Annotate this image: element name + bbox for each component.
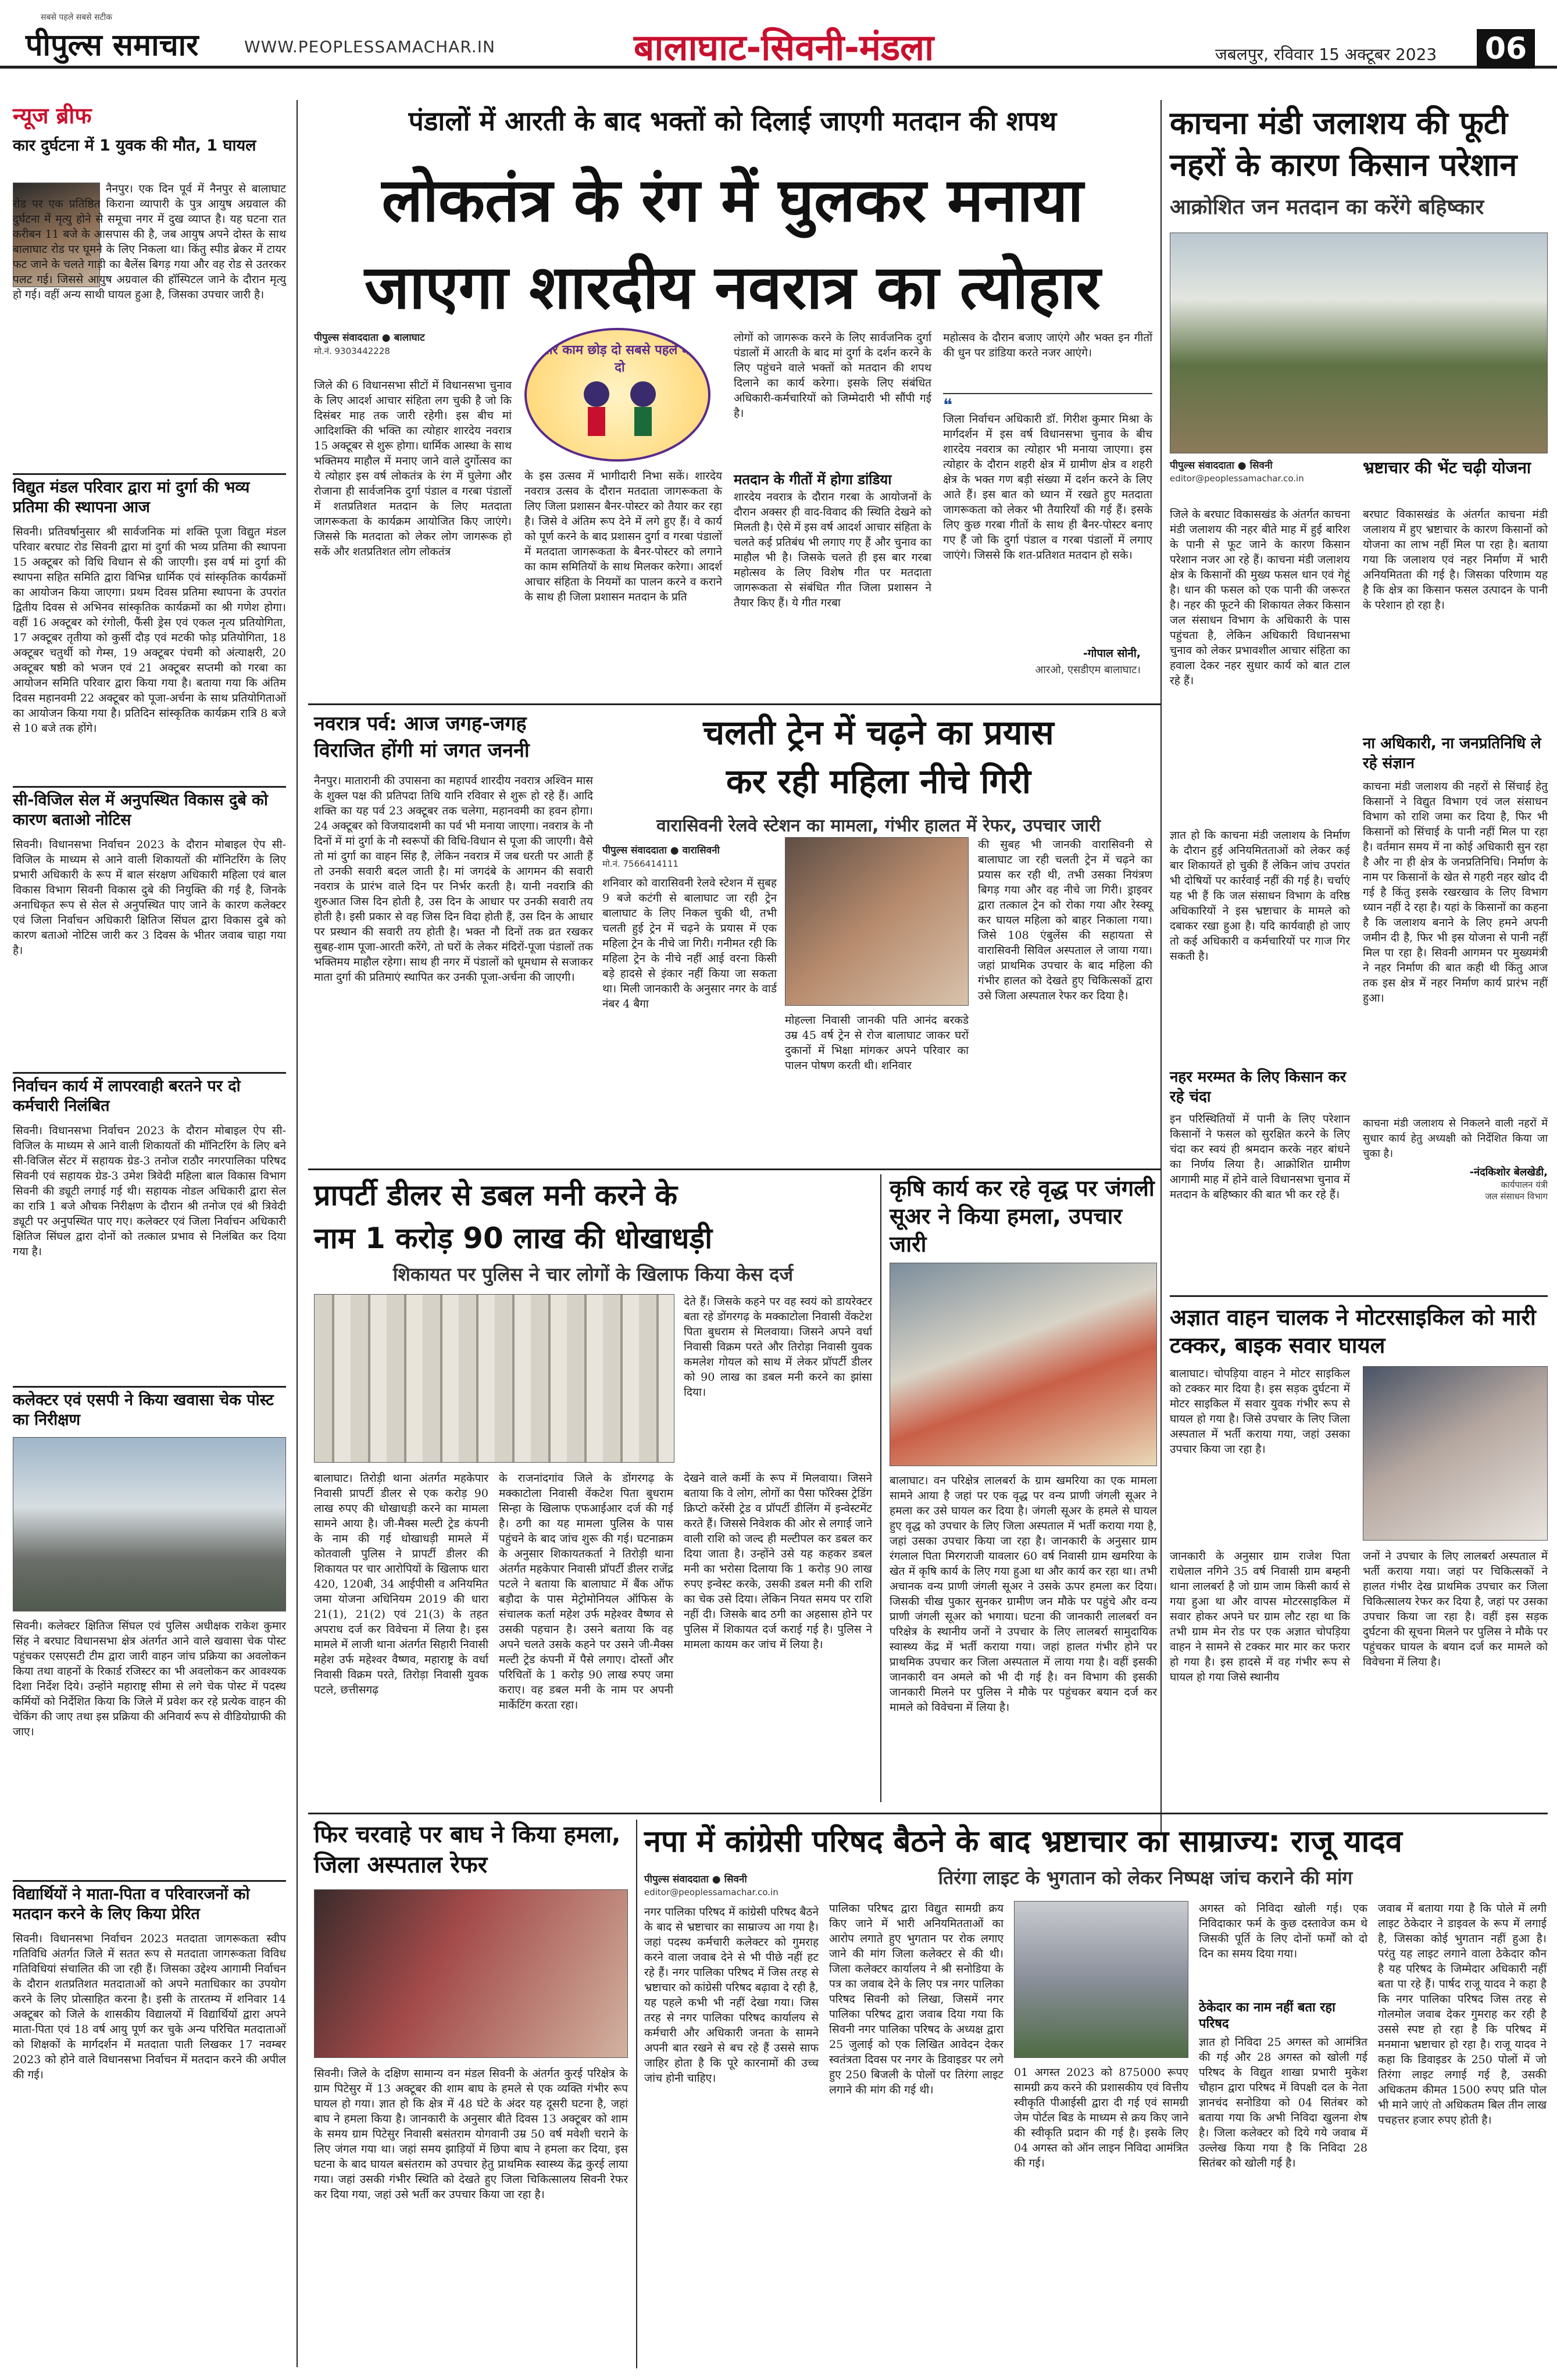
train-photo <box>785 837 969 1006</box>
kachna-quote-title1: कार्यपालन यंत्री <box>1501 1180 1548 1190</box>
brief-headline-1: कार दुर्घटना में 1 युवक की मौत, 1 घायल <box>13 137 256 155</box>
news-brief-column <box>13 100 286 2367</box>
congress-sub: ठेकेदार का नाम नहीं बता रहा परिषद <box>1199 2000 1335 2031</box>
train-byline: पीपुल्स संवाददाता ● वारासिवनी <box>602 845 720 856</box>
property-col-c: देखने वाले कर्मी के रूप में मिलवाया। जिसने बताया कि वे लोग, लोगों का पैसा फॉरेक्स ट्रेडिंग क्रिप्टो करेंसी ट्रेड व प्रॉपर्टी डीलिंग में इन्वेस्टमेंट करते हैं। जिससे निवेशक की ओर से लगाई जाने वाली राशि को जल्द ही मल्टीपल कर डबल कर दिया जाता है। उन्होंने उसे यह कहकर डबल मनी का भरोसा दिलाया कि 1 करोड़ 90 लाख रुपए इन्वेस्ट करके, उसकी डबल मनी की राशि का चेक उसे दिया। लेकिन नियत समय पर राशि नहीं दी। जिसके बाद ठगी का अहसास होने पर पुलिस में शिकायत दर्ज कराई गई है। पुलिस ने मामला कायम कर जांच में लिया है। <box>684 1472 873 1651</box>
brief-headline-4: निर्वाचन कार्य में लापरवाही बरतने पर दो कर्मचारी निलंबित <box>13 1077 241 1115</box>
lead-col1: जिले की 6 विधानसभा सीटों में विधानसभा चुनाव के लिए आदर्श आचार संहिता लग चुकी है जो कि दिसंबर माह तक जारी रहेगी। इस बीच मां आदिशक्ति की भक्ति का त्योहार शारदेय नवरात्र 15 अक्टूबर से शुरू होगा। धार्मिक आस्था के साथ भक्तिमय माहौल में मनाए जाने वाले दुर्गोत्सव का ये त्योहार इस वर्ष लोकतंत्र के रंग में घुलेगा और रोजाना ही सार्वजनिक दुर्गा पंडाल व गरबा पंडालों में शतप्रतिशत मतदान के लिए मतदाता जागरूकता के कार्यक्रम आयोजित किए जाएंगे। जिससे कि मतदाता को लेकर लोग जागरूक हो सकें और शतप्रतिशत लोग लोकतंत्र <box>314 379 512 558</box>
kachna-photo <box>1170 233 1548 453</box>
lead-kicker: पंडालों में आरती के बाद भक्तों को दिलाई जाएगी मतदान की शपथ <box>408 105 1057 137</box>
section-divider <box>308 1813 1548 1814</box>
property-col-a: बालाघाट। तिरोड़ी थाना अंतर्गत महकेपार निवासी प्रापर्टी डीलर से एक करोड़ 90 लाख रुपए की धोखाधड़ी करने का मामला सामने आया है। जी-मैक्स मल्टी ट्रेड कंपनी के नाम की गई धोखाधड़ी मामले में कोतवाली पुलिस ने प्रापर्टी डीलर की शिकायत पर चार आरोपियों के खिलाफ धारा 420, 120बी, 34 आईपीसी व अनियमित जमा योजना अधिनियम 2019 की धारा 21(1), 21(2) एवं 21(3) के तहत अपराध दर्ज कर विवेचना में लिया है। इस मामले में लाजी थाना अंतर्गत सिहारी निवासी महेश उर्फ महेश्वर वैष्णव, महाराष्ट्र के वर्धा निवासी विक्रम परते, तिरोड़ा निवासी युवक पटले, छत्तीसगढ़ <box>314 1472 488 1696</box>
accident-body3: जनों ने उपचार के लिए लालबर्रा अस्पताल में भर्ती कराया गया। जहां पर चिकित्सकों ने हालत गंभीर देख प्राथमिक उपचार कर जिला चिकित्सालय रेफर कर दिया है, जहां पर उसका उपचार किया जा रहा है। वहीं इस सड़क दुर्घटना की सूचना मिलने पर पुलिस ने मौके पर पहुंचकर घायल के बयान दर्ज कर मामले को विवेचना में लिया है। <box>1363 1550 1548 1668</box>
congress-col4: जवाब में बताया गया है कि पोले में लगी लाइट ठेकेदार ने डाइवल के रूप में लगाई है, जिसका कोई भुगतान नहीं हुआ है। परंतु यह लाइट लगाने वाला ठेकेदार कौन है यह परिषद के जिम्मेदार अधिकारी नहीं बता पा रहे हैं। पार्षद राजू यादव ने कहा है कि नगर पालिका परिषद जिस तरह से गोलमोल जवाब देकर गुमराह कर रही है उससे स्पष्ट हो रहा है कि परिषद में मनमाना भ्रष्टाचार हो रहा है। राजू यादव ने कहा कि डिवाइडर के 250 पोलों में जो तिरंगा लाइट लगाई गई है, उसकी अधिकतम कीमत 1500 रुपए प्रति पोल भी माने जाएं तो अधिकतम बिल तीन लाख पचहत्तर हजार रुपए होती है। <box>1378 1902 1547 2127</box>
column-divider <box>297 100 298 2367</box>
brief-body-3: सिवनी। विधानसभा निर्वाचन 2023 के दौरान मोबाइल ऐप सी-विजिल के माध्यम से आने वाली शिकायतों की मॉनिटरिंग के लिए प्रभारी अधिकारी के रूप में बाल संरक्षण अधिकारी महिला एवं बाल विकास विभाग सिवनी विकास दुबे की नियुक्ति की गई है, जिनके अनाधिकृत रूप से सेल से अनुपस्थित पाए जाने के कारण कलेक्टर एवं जिला निर्वाचन अधिकारी क्षितिज सिंघल द्वारा विकास दुबे को कारण बताओ नोटिस जारी कर 3 दिवस के भीतर जवाब चाहा गया है। <box>13 838 286 957</box>
column-divider <box>1160 100 1162 1832</box>
edition-title: बालाघाट-सिवनी-मंडला <box>634 26 934 69</box>
column-divider <box>636 1820 637 2368</box>
kachna-photo-side-head: भ्रष्टाचार की भेंट चढ़ी योजना <box>1363 458 1531 477</box>
vote-logo <box>524 328 710 462</box>
masthead-website[interactable]: WWW.PEOPLESSAMACHAR.IN <box>244 37 495 56</box>
brief-body-5: सिवनी। कलेक्टर क्षितिज सिंघल एवं पुलिस अधीक्षक राकेश कुमार सिंह ने बरघाट विधानसभा क्षेत्र अंतर्गत आने वाले खवासा चेक पोस्ट पहुंचकर एसएसटी टीम द्वारा जारी वाहन जांच प्रक्रिया का अवलोकन किया तथा वाहनों के रिकार्ड रजिस्टर का भी अवलोकन कर आवश्यक दिशा निर्देश दिये। उन्होंने महाराष्ट्र सीमा से लगे चेक पोस्ट में पदस्थ कर्मियों को निर्देशित किया कि जिले में प्रवेश कर रहे प्रत्येक वाहन की चेकिंग की जाए तथा इस प्रक्रिया की अनिवार्य रूप से वीडियोग्राफी की जाए। <box>13 1620 286 1738</box>
congress-email[interactable]: editor@peoplessamachar.co.in <box>644 1887 779 1897</box>
kachna-body2: ज्ञात हो कि काचना मंडी जलाशय के निर्माण के दौरान हुई अनियमितताओं को लेकर कई बार शिकायतें हो चुकी हैं लेकिन जांच उपरांत भी दोषियों पर कार्रवाई नहीं की गई है। चर्चाएं यह भी हैं कि जल संसाधन विभाग के वरिष्ठ अधिकारियों ने इस भ्रष्टाचार के मामले को दबाकर रखा हुआ है। यदि कार्यवाही हो जाए तो कई अधिकारी व कर्मचारियों पर गाज गिर सकती है। <box>1170 829 1350 963</box>
dateline: जबलपुर, रविवार 15 अक्टूबर 2023 <box>1215 45 1437 64</box>
kachna-body5: इन परिस्थितियों में पानी के लिए परेशान किसानों ने फसल को सुरक्षित करने के लिए चंदा कर स्वयं ही श्रमदान करके नहर बांधने का निर्णय लिया है। आक्रोशित ग्रामीण आगामी माह में होने वाले विधानसभा चुनाव में मतदान के बहिष्कार की बात भी कर रहे हैं। <box>1170 1113 1350 1201</box>
page-number: 06 <box>1477 29 1535 69</box>
accident-body2: जानकारी के अनुसार ग्राम राजेश पिता राधेलाल नगिने 35 वर्ष निवासी ग्राम बम्हनी थाना लालबर्रा है जो ग्राम जाम किसी कार्य से गया हुआ था और वापस मोटरसाइकिल में सवार होकर अपने घर ग्राम लौट रहा था कि तभी ग्राम मेन रोड पर एक अज्ञात चोपड़िया वाहन ने सामने से टक्कर मार मार कर फरार हो गया है। इस हादसे में वह गंभीर रूप से घायल हो गया जिसे स्थानीय <box>1170 1550 1350 1684</box>
kachna-headline: काचना मंडी जलाशय की फूटी नहरों के कारण किसान परेशान <box>1170 105 1517 183</box>
masthead <box>0 0 1557 69</box>
congress-col2: पालिका परिषद द्वारा विद्युत सामग्री क्रय किए जाने में भारी अनियमितताओं का आरोप लगाते हुए भुगतान पर रोक लगाए जाने की मांग जिला कलेक्टर से की थी। जिला कलेक्टर कार्यालय ने श्री सनोडिया के पत्र का जवाब देने के लिए पत्र नगर पालिका परिषद सिवनी को लिखा, जिसमें नगर पालिका परिषद द्वारा जवाब दिया गया कि सिवनी नगर पालिका परिषद के अध्यक्ष द्वारा 25 जुलाई को एक लिखित आवेदन देकर स्वतंत्रता दिवस पर नगर के डिवाइडर पर लगे हुए 250 बिजली के पोलों पर तिरंगा लाइट लगाने की मांग की गई थी। <box>829 1902 1004 2096</box>
train-subhead: वारासिवनी रेलवे स्टेशन का मामला, गंभीर हालत में रेफर, उपचार जारी <box>656 816 1101 836</box>
congress-subhead: तिरंगा लाइट के भुगतान को लेकर निष्पक्ष जांच कराने की मांग <box>938 1867 1353 1889</box>
tiger-photo <box>314 1889 628 2058</box>
brief-body-4: सिवनी। विधानसभा निर्वाचन 2023 के दौरान मोबाइल ऐप सी-विजिल के माध्यम से आने वाली शिकायतों की मॉनिटरिंग के लिए बने सी-विजिल सेंटर में सहायक ग्रेड-3 तनोज राठौर नगरपालिका परिषद सिवनी एवं सहायक ग्रेड-3 उमेश त्रिवेदी महिला बाल विकास विभाग सिवनी की ड्यूटी लगाई गई थी। सहायक नोडल अधिकारी द्वारा सेल का रात्रि 1 बजे औचक निरीक्षण के दौरान श्री तनोज एवं श्री त्रिवेदी ड्यूटी पर अनुपस्थित पाए गए। कलेक्टर एवं जिला निर्वाचन अधिकारी क्षितिज सिंघल द्वारा दोनों को तत्काल प्रभाव से निलंबित कर दिया गया है। <box>13 1124 286 1258</box>
divider <box>13 473 286 475</box>
lead-headline-line1: लोकतंत्र के रंग में घुलकर मनाया <box>381 165 1084 235</box>
lead-mobile: मो.नं. 9303442228 <box>314 346 390 356</box>
brief-body-2: सिवनी। प्रतिवर्षानुसार श्री सार्वजनिक मां शक्ति पूजा विद्युत मंडल परिवार बरघाट रोड सिवनी द्वारा मां दुर्गा की भव्य प्रतिमा की स्थापना 15 अक्टूबर को विधि विधान से की जाएगी। इस वर्ष मां दुर्गा की स्थापना सहित समिति द्वारा विभिन्न धार्मिक एवं सांस्कृतिक कार्यक्रमों का आयोजन किया जाएगा। प्रथम दिवस प्रतिमा स्थापना के उपरांत द्वितीय दिवस से अभिनव सांस्कृतिक कार्यक्रमों का श्री गणेश होगा। वहीं 16 अक्टूबर को रंगोली, फैंसी ड्रेस एवं एकल नृत्य प्रतियोगिता, 17 अक्टूबर तृतीया को कुर्सी दौड़ एवं मटकी फोड़ प्रतियोगिता, 18 अक्टूबर चतुर्थी को गेम्स, 19 अक्टूबर पंचमी को अंत्याक्षरी, 20 अक्टूबर षष्ठी को भजन एवं 21 अक्टूबर सप्तमी को गरबा का आयोजन समिति परिवार द्वारा किया गया है। बताया गया कि अंतिम दिवस महानवमी 22 अक्टूबर को पूजा-अर्चना के साथ प्रतियोगिताओं का आयोजन किया गया है। प्रतिदिन सांस्कृतिक कार्यक्रम रात्रि 8 बजे से 10 बजे तक होंगे। <box>13 526 286 735</box>
lead-subhead: मतदान के गीतों में होगा डांडिया <box>734 471 892 488</box>
boar-headline: कृषि कार्य कर रहे वृद्ध पर जंगली सूअर ने किया हमला, उपचार जारी <box>890 1175 1155 1257</box>
property-headline-line1: प्रापर्टी डीलर से डबल मनी करने के <box>314 1178 678 1212</box>
navratri-headline: नवरात्र पर्व: आज जगह-जगह विराजित होंगी मां जगत जननी <box>314 712 530 762</box>
divider <box>13 786 286 788</box>
section-divider <box>1170 1295 1548 1297</box>
property-subhead: शिकायत पर पुलिस ने चार लोगों के खिलाफ किया केस दर्ज <box>392 1263 794 1285</box>
quote-mark-icon: ❝ <box>943 395 953 416</box>
lead-quote-box <box>943 393 1152 637</box>
congress-caption: 01 अगस्त 2023 को 875000 रूपए सामग्री क्रय करने की प्रशासकीय एवं वित्तीय स्वीकृति पीआईसी द्वारा दी गई एवं सामग्री जेम पोर्टल बिड के माध्यम से क्रय किए जाने की स्वीकृति प्रदान की गई है। इसके लिए 04 अगस्त को ऑन लाइन निविदा आमंत्रित की गई। <box>1014 2066 1188 2170</box>
kachna-quote-box <box>1363 1116 1548 1202</box>
congress-byline: पीपुल्स संवाददाता ● सिवनी <box>644 1874 747 1885</box>
congress-headline: नपा में कांग्रेसी परिषद बैठने के बाद भ्रष्टाचार का साम्राज्य: राजू यादव <box>644 1824 1402 1859</box>
property-photo <box>314 1294 674 1463</box>
masthead-logo: पीपुल्स समाचार <box>26 27 199 63</box>
accident-headline: अज्ञात वाहन चालक ने मोटरसाइकिल को मारी टक्कर, बाइक सवार घायल <box>1170 1305 1536 1358</box>
accident-body1: बालाघाट। चोपड़िया वाहन ने मोटर साइकिल को टक्कर मार दिया है। इस सड़क दुर्घटना में मोटर साइकिल में सवार युवक गंभीर रूप से घायल हो गया है। जिसे उपचार के लिए जिला अस्पताल में भर्ती कराया गया, जहां उसका उपचार किया जा रहा है। <box>1170 1367 1350 1456</box>
boar-photo <box>890 1263 1157 1466</box>
brief-headline-3: सी-विजिल सेल में अनुपस्थित विकास दुबे को कारण बताओ नोटिस <box>13 791 268 829</box>
brief-headline-2: विद्युत मंडल परिवार द्वारा मां दुर्गा की भव्य प्रतिमा की स्थापना आज <box>13 478 250 516</box>
brief-photo-checkpost <box>13 1437 286 1611</box>
brief-headline-6: विद्यार्थियों ने माता-पिता व परिवारजनों को मतदान करने के लिए किया प्रेरित <box>13 1885 250 1923</box>
brief-body-6: सिवनी। विधानसभा निर्वाचन 2023 मतदाता जागरूकता स्वीप गतिविधि अंतर्गत जिले में सतत रूप से मतदाता जागरूकता विविध गतिविधियां संचालित की जा रही हैं। जिसका उद्देश्य आगामी निर्वाचन के दौरान शतप्रतिशत मतदाताओं को अपने मताधिकार का उपयोग करने के लिए प्रोत्साहित करना है। इसी के तारतम्य में शनिवार 14 अक्टूबर को जिले के शासकीय विद्यालयों में विद्यार्थियों द्वारा अपने माता-पिता एवं 18 वर्ष आयु पूर्ण कर चुके अन्य परिचित मतदाताओं को शिक्षकों के मार्गदर्शन में मतदाता पाती लिखकर 17 नवम्बर 2023 को होने वाले विधानसभा निर्वाचन में मतदान करने की अपील की गई। <box>13 1932 286 2081</box>
train-mobile: मो.नं. 7566414111 <box>602 859 678 869</box>
navratri-body: नैनपुर। मातारानी की उपासना का महापर्व शारदीय नवरात्र अश्विन मास के शुक्ल पक्ष की प्रतिपदा तिथि यानि रविवार से शुरू हो रहे हैं। आदि शक्ति का यह पर्व 23 अक्टूबर तक चलेगा, महानवमी का हवन होगा। 24 अक्टूबर को विजयादशमी का पर्व भी मनाया जाएगा। नवरात्र के नौ दिनों में मां दुर्गा के नौ स्वरूपों की विधि-विधान से पूजा की जाएगी। वैसे तो मां दुर्गा का वाहन सिंह है, लेकिन नवरात्र में जब धरती पर आती हैं तो उनकी सवारी बदल जाती है। मां जगदंबे के आगमन की सवारी नवरात्र के प्रारंभ वाले दिन पर निर्भर करती है। यानी नवरात्रि की शुरुआत जिस दिन होती है, उस दिन के आधार पर उनकी सवारी तय होती है। इसी प्रकार से वह जिस दिन विदा होती हैं, उस दिन के आधार पर प्रस्थान की सवारी तय होती है। भक्त नौ दिनों तक व्रत रखकर सुबह-शाम पूजा-आरती करेंगे, तो घरों के लेकर मंदिरों-पूजा पंडालों तक भक्तिमय माहौल रहेगा। साथ ही नगर में पंडालों को धूमधाम से सजाकर माता दुर्गा की प्रतिमाएं स्थापित कर उनकी पूजा-अर्चना की जाएगी। <box>314 774 593 984</box>
lead-col2: के इस उत्सव में भागीदारी निभा सकें। शारदेय नवरात्र उत्सव के दौरान मतदाता जागरूकता के लिए जिला प्रशासन बैनर-पोस्टर को तैयार कर रहा है। जिसे वे अंतिम रूप देने में लगे हुए हैं। वे कार्य को पूर्ण करने के बाद प्रशासन दुर्गा व गरबा पंडालों में मतदाता जागरूकता के बैनर-पोस्टर को लगाने का काम समितियों के साथ मिलकर करेगा। आदर्श आचार संहिता के नियमों का पालन करने व कराने के साथ ही जिला प्रशासन मतदान के प्रति <box>524 470 722 603</box>
lead-quote: जिला निर्वाचन अधिकारी डॉ. गिरीश कुमार मिश्रा के मार्गदर्शन में इस वर्ष विधानसभा चुनाव के बीच शारदेय नवरात्र का त्योहार भी मनाया जाएगा। इस त्योहार के दौरान शहरी क्षेत्र में ग्रामीण क्षेत्र व शहरी क्षेत्र के भक्त गण बड़ी संख्या में दर्शन करने के लिए आते हैं। इस बात को ध्यान में रखते हुए मतदाता जागरूकता को लेकर भी तैयारियाँ की गई हैं। इसके लिए कुछ गरबा गीतों के साथ ही बैनर-पोस्टर बनाए गए हैं जो कि दुर्गा पंडाल व गरबा पंडालों में लगाए जाएंगे। जिससे कि शत-प्रतिशत मतदान हो सके। <box>943 413 1152 562</box>
kachna-body4: काचना मंडी जलाशय की नहरों से सिंचाई हेतु किसानों ने विद्युत विभाग एवं जल संसाधन विभाग को राशि जमा कर दिया है, फिर भी किसानों को सिंचाई के पानी नहीं मिल पा रहा है। वर्तमान समय में ना कोई अधिकारी सुन रहा है और ना ही क्षेत्र के जनप्रतिनिधि। निर्माण के नाम पर किसानों के खेत से गहरी नहर खोद दी गई है किंतु इसके रखरखाव के लिए विभाग ध्यान नहीं दे रहा है। यहां के किसानों का कहना है कि जलाशय बनाने के लिए हमने अपनी जमीन दी है, फिर भी इस योजना से पानी नहीं मिल पा रहा है। सिवनी आगमन पर मुख्यमंत्री ने नहर निर्माण की बात कही थी किंतु आज तक इस क्षेत्र में नहर निर्माण कार्य प्रारंभ नहीं हुआ। <box>1363 780 1548 1005</box>
brief-body-1: नैनपुर। एक दिन पूर्व में नैनपुर से बालाघाट रोड पर एक प्रतिष्ठित किराना व्यापारी के पुत्र आयुष अग्रवाल की दुर्घटना में मृत्यु होने से समूचा नगर में दुख व्याप्त है। यह घटना रात करीबन 11 बजे के आसपास की है, जब आयुष अपने दोस्त के साथ बालाघाट रोड पर घूमने के लिए निकला था। किंतु स्पीड ब्रेकर में टायर फट जाने के चलते गाड़ी का बैलेंस बिगड़ गया और वह रोड से उतरकर पलट गई। जिससे आयुष अग्रवाल की हॉस्पिटल जाने के दौरान मृत्यु हो गई। वहीं अन्य साथी घायल हुआ है, जिसका उपचार जारी है। <box>13 183 286 301</box>
congress-col3b: ज्ञात हो निविदा 25 अगस्त को आमंत्रित की गई और 28 अगस्त को खोली गई परिषद के विद्युत शाखा प्रभारी मुकेश चौहान द्वारा परिषद में विपक्षी दल के नेता ज्ञानचंद सनोडिया को 04 सितंबर को बताया गया कि अभी निविदा खुलना शेष है। जिला कलेक्टर को दिये गये जवाब में उल्लेख किया गया है कि निविदा 28 सितंबर को खोली गई है। <box>1199 2036 1367 2170</box>
lead-col3b: शारदेय नवरात्र के दौरान गरबा के आयोजनों के दौरान अक्सर ही वाद-विवाद की स्थिति देखने को मिलती है। ऐसे में इस वर्ष आदर्श आचार संहिता के चलते कई प्रतिबंध भी लगाए गए हैं और चुनाव का माहौल भी है। जिसके चलते ही इस बार गरबा महोत्सव के लिए विशेष गीत पर मतदाता जागरूकता से संबंधित गीत जिला प्रशासन ने तैयार किए हैं। ये गीत गरबा <box>734 491 931 609</box>
property-headline-line2: नाम 1 करोड़ 90 लाख की धोखाधड़ी <box>314 1221 713 1255</box>
divider <box>13 1880 286 1882</box>
train-caption: मोहल्ला निवासी जानकी पति आनंद बरकडे उम्र 45 वर्ष ट्रेन से रोज बालाघाट जाकर घरों दुकानों में भिक्षा मांगकर अपने परिवार का पालन पोषण करती थी। शनिवार <box>785 1014 969 1072</box>
kachna-sub3: नहर मरम्मत के लिए किसान कर रहे चंदा <box>1170 1069 1347 1106</box>
column-divider <box>880 1174 881 1802</box>
congress-photo <box>1014 1901 1188 2058</box>
property-col-b: के राजनांदगांव जिले के डोंगरगढ़ के मक्काटोला निवासी वेंकटेश पिता बुधराम सिन्हा के खिलाफ एफआईआर दर्ज की गई है। ठगी का यह मामला पुलिस के पास पहुंचने के बाद जांच शुरू की गई। घटनाक्रम के अनुसार शिकायतकर्ता ने तिरोड़ी थाना अंतर्गत महकेपार निवासी प्रॉपर्टी डीलर राजेंद्र पटले ने बताया कि बालाघाट में बैंक ऑफ बड़ौदा के पास मेट्रोमोनियल ऑफिस के संचालक कर्ता महेश उर्फ महेश्वर वैष्णव से उसकी पहचान है। उसने बताया कि वह अपने चलते उसके कहने पर उसने जी-मैक्स मल्टी ट्रेड कंपनी में पैसे लगाए। दोस्तों और परिचितों के 1 करोड़ 90 लाख रुपए जमा कराए। वह डबल मनी के नाम पर अपनी मार्केटिंग करता रहा। <box>499 1472 673 1711</box>
train-col1: शनिवार को वारासिवनी रेलवे स्टेशन में सुबह 9 बजे कटंगी से बालाघाट जा रही ट्रेन बालाघाट के लिए निकल चुकी थी, तभी चलती हुई ट्रेन में चढ़ने के प्रयास में एक महिला ट्रेन के नीचे जा गिरी। गनीमत रही कि महिला ट्रेन के नीचे नहीं आई वरना किसी बड़े हादसे से इंकार नहीं किया जा सकता था। मिली जानकारी के अनुसार नगर के वार्ड नंबर 4 बैगा <box>602 877 777 1010</box>
divider <box>13 1386 286 1388</box>
kachna-body1: जिले के बरघाट विकासखंड के अंतर्गत काचना मंडी जलाशय की नहर बीते माह में हुई बारिश के पानी से फूट जाने के कारण किसान परेशान नजर आ रहे हैं। काचना मंडी जलाशय क्षेत्र के किसानों की मुख्य फसल धान एवं गेहूं है। धान की फसल को एक पानी की जरूरत है। नहर की फूटने की शिकायत लेकर किसान जल संसाधन विभाग के अधिकारी के पास पहुंचता है, लेकिन अधिकारी विधानसभा चुनाव को लेकर प्रभावशील आचार संहिता का हवाला देकर नहर सुधार कार्य को बात टाल रहे हैं। <box>1170 508 1350 687</box>
property-col1: देते हैं। जिसके कहने पर वह स्वयं को डायरेक्टर बता रहे डोंगरगढ़ के मक्काटोला निवासी वेंकटेश पिता बुधराम से मिलवाया। जिसने अपने वर्धा निवासी विक्रम परते और तिरोड़ा निवासी युवक कमलेश गोयल को साथ में लेकर प्रॉपर्टी डीलर को 90 लाख का डबल मनी करने का झांसा दिया। <box>684 1295 872 1399</box>
kachna-byline: पीपुल्स संवाददाता ● सिवनी <box>1170 460 1273 471</box>
tiger-headline: फिर चरवाहे पर बाघ ने किया हमला, जिला अस्पताल रेफर <box>314 1821 621 1878</box>
tiger-body: सिवनी। जिले के दक्षिण सामान्य वन मंडल सिवनी के अंतर्गत कुरई परिक्षेत्र के ग्राम पिटेसुर में 13 अक्टूबर की शाम बाघ के हमले से एक व्यक्ति गंभीर रूप घायल हो गया। ज्ञात हो कि क्षेत्र में 48 घंटे के अंदर यह दूसरी घटना है, जहां बाघ ने हमला किया है। जानकारी के अनुसार बीते दिवस 13 अक्टूबर को शाम के समय ग्राम पिटेसुर निवासी बसंतराम योगवानी उम्र 50 वर्ष मवेशी चराने के लिए जंगल गया था। जहां समय झाड़ियों में छिपा बाघ ने हमला कर दिया, इस घटना के बाद घायल बसंतराम को उपचार हेतु प्राथमिक स्वास्थ्य केंद्र कुरई लाया गया। जहां उसकी गंभीर स्थिति को देखते हुए जिला चिकित्सालय सिवनी रेफर कर दिया गया, जहां उसे भर्ती कर उपचार किया जा रहा है। <box>314 2067 628 2201</box>
train-headline-line1: चलती ट्रेन में चढ़ने का प्रयास <box>703 713 1054 752</box>
kachna-email[interactable]: editor@peoplessamachar.co.in <box>1170 473 1304 484</box>
lead-byline: पीपुल्स संवाददाता ● बालाघाट <box>314 332 425 344</box>
kachna-quote: काचना मंडी जलाशय से निकलने वाली नहरों में सुधार कार्य हेतु अध्यक्षी को निर्देशित किया जा चुका है। <box>1363 1117 1548 1160</box>
kachna-body3: बरघाट विकासखंड के अंतर्गत काचना मंडी जलाशय में हुए भ्रष्टाचार के कारण किसानों को योजना का लाभ नहीं मिल पा रहा है। बताया गया कि जलाशय एवं नहर निर्माण में भारी अनियमितता की गई है। जिसका परिणाम यह है कि क्षेत्र का किसान फसल उत्पादन के पानी के परेशान हो रहा है। <box>1363 508 1548 612</box>
boar-body: बालाघाट। वन परिक्षेत्र लालबर्रा के ग्राम खमरिया का एक मामला सामने आया है जहां पर एक वृद्ध पर वन्य प्राणी जंगली सूअर ने हमला कर उसे घायल कर दिया है। जंगली सूअर के हमले से घायल हुए वृद्ध को उपचार के लिए जिला अस्पताल में भर्ती कराया गया है, जहां उसका उपचार किया जा रहा है। जानकारी के अनुसार ग्राम रंगलाल पिता मिरगराजी यावलार 60 वर्ष निवासी ग्राम खमरिया के खेत में कृषि कार्य के लिए गया हुआ था और कार्य कर रहा था। तभी अचानक वन्य प्राणी जंगली सूअर ने उसके ऊपर हमला कर दिया। जिसकी चीख पुकार सुनकर ग्रामीण जन मौके पर पहुंचे और वन्य प्राणी जंगली सूअर को भगाया। घटना की जानकारी लालबर्रा वन परिक्षेत्र के स्थानीय जनों ने उपचार के लिए लालबर्रा सामुदायिक स्वास्थ्य केंद्र में भर्ती कराया गया। जहां हालत गंभीर होने पर प्राथमिक उपचार कर जिला अस्पताल में लाया गया है। वहीं इसकी जानकारी वन अमले को भी दी गई है। वन विभाग की इसकी जानकारी मिलने पर पुलिस ने मौके पर पहुंचकर बयान दर्ज कर मामले को विवेचना में लिया है। <box>890 1474 1157 1714</box>
kachna-quote-title2: जल संसाधन विभाग <box>1485 1191 1548 1202</box>
lead-col4: महोत्सव के दौरान बजाए जाएंगे और भक्त इन गीतों की धुन पर डांडिया करते नजर आएंगे। <box>943 331 1152 359</box>
masthead-logo-tagline: सबसे पहले सबसे सटीक <box>41 13 112 22</box>
section-divider <box>308 1168 1160 1170</box>
train-headline-line2: कर रही महिला नीचे गिरी <box>726 762 1031 801</box>
vote-logo-caption: सारे काम छोड़ दो सबसे पहले वोट दो <box>541 343 699 375</box>
accident-photo <box>1363 1366 1548 1541</box>
section-divider <box>308 703 1160 705</box>
train-col2: की सुबह भी जानकी वारासिवनी से बालाघाट जा रही चलती ट्रेन में चढ़ने का प्रयास कर रही थी, तभी उसका नियंत्रण बिगड़ गया और वह नीचे जा गिरी। ड्राइवर द्वारा तत्काल ट्रेन को रोका गया और रेस्क्यू कर घायल महिला को बाहर निकाला गया। जिसे 108 एंबुलेंस की सहायता से वारासिवनी सिविल अस्पताल ले जाया गया। जहां प्राथमिक उपचार के बाद महिला की गंभीर हालत को देखते हुए चिकित्सकों द्वारा उसे जिला अस्पताल रेफर कर दिया है। <box>978 838 1152 1002</box>
kachna-subhead: आक्रोशित जन मतदान का करेंगे बहिष्कार <box>1170 195 1484 219</box>
lead-quote-author: -गोपाल सोनी, <box>1083 647 1141 660</box>
news-brief-label: न्यूज ब्रीफ <box>13 103 92 128</box>
brief-headline-5: कलेक्टर एवं एसपी ने किया खवासा चेक पोस्ट का निरीक्षण <box>13 1391 274 1429</box>
kachna-sub2: ना अधिकारी, ना जनप्रतिनिधि ले रहे संज्ञान <box>1363 735 1541 772</box>
lead-col3: लोगों को जागरूक करने के लिए सार्वजनिक दुर्गा पंडालों में आरती के बाद मां दुर्गा के दर्शन करने के लिए पहुंचने वाले भक्तों को मतदान की शपथ दिलाने का कार्य करेगा। इसके लिए संबंधित अधिकारी-कर्मचारियों को जिम्मेदारी भी सौंपी गई है। <box>734 331 931 420</box>
kachna-quote-author: -नंदकिशोर बेलखेडी, <box>1469 1166 1548 1178</box>
divider <box>13 1072 286 1074</box>
lead-quote-author-title: आरओ, एसडीएम बालाघाट। <box>1035 664 1141 676</box>
lead-headline-line2: जाएगा शारदीय नवरात्र का त्योहार <box>365 252 1101 323</box>
congress-col3: अगस्त को निविदा खोली गई। एक निविदाकार फर्म के कुछ दस्तावेज कम थे जिसकी पूर्ति के लिए दोनों फर्मों को दो दिन का समय दिया गया। <box>1199 1902 1367 1960</box>
congress-col1: नगर पालिका परिषद में कांग्रेसी परिषद बैठने के बाद से भ्रष्टाचार का साम्राज्य आ गया है। जहां पदस्थ कर्मचारी कलेक्टर को गुमराह करने वाला जवाब देने से भी पीछे नहीं हट रहे हैं। नगर पालिका परिषद में जिस तरह से भ्रष्टाचार को कांग्रेसी परिषद बढ़ावा दे रही है, यह पहले कभी भी नहीं देखा गया। जिस तरह से नगर पालिका परिषद कार्यालय से कर्मचारी और अधिकारी जनता के सामने अपनी बात रखने से बच रहे हैं उससे साफ जाहिर होता है कि पूरे कारनामों की उच्च जांच होनी चाहिए। <box>644 1906 819 2085</box>
